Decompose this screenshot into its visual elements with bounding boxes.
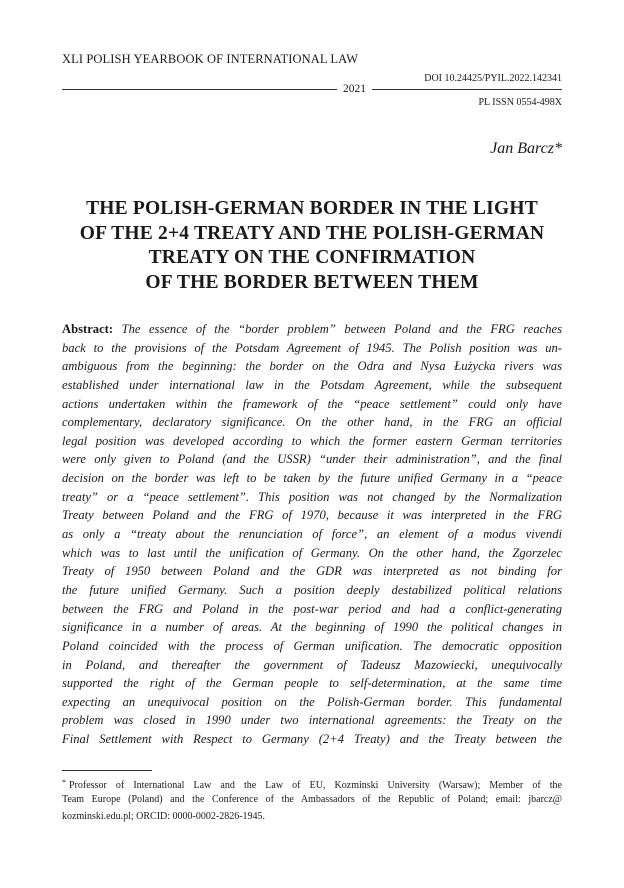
abstract-line: supported the right of the German people to self-determination, at the same time — [62, 676, 562, 691]
footnote-rule — [62, 770, 152, 771]
year-rule — [62, 83, 562, 95]
footnote-line — [62, 774, 562, 791]
abstract-line — [62, 320, 562, 339]
header-rule-right — [372, 89, 562, 90]
abstract-line: established under international law in the Potsdam Agreement, while the subsequent — [62, 377, 562, 392]
abstract-line: decision on the border was left to be taken by the future unified Germany in a “peace — [62, 471, 562, 486]
abstract-line: significance in a number of areas. At the beginning of 1990 the political changes in — [62, 620, 562, 635]
abstract-line: complementary, declaratory significance. On the other hand, in the FRG an official — [62, 415, 562, 430]
journal-title: XLI POLISH YEARBOOK OF INTERNATIONAL LAW — [62, 52, 359, 66]
title-line: THE POLISH-GERMAN BORDER IN THE LIGHT — [86, 198, 538, 219]
footnote-marker: * — [62, 778, 66, 787]
abstract-line: in Poland, and thereafter the government of Tadeusz Mazowiecki, unequivocally — [62, 657, 562, 672]
article-title — [62, 197, 562, 295]
abstract — [62, 320, 562, 749]
abstract-line: Treaty of 1950 between Poland and the GDR was interpreted as not binding for — [62, 564, 562, 579]
abstract-line: as only a “treaty about the renunciation of force”, an element of a modus vivendi — [62, 527, 562, 542]
abstract-line: Poland coincided with the process of German unification. The democratic opposition — [62, 638, 562, 653]
abstract-line: were only given to Poland (and the USSR) “under their administration”, and the final — [62, 452, 562, 467]
issn: PL ISSN 0554-498X — [478, 97, 562, 108]
abstract-first-line: The essence of the “border problem” between Poland and the FRG reaches — [121, 322, 562, 336]
abstract-line: legal position was developed according to which the former eastern German territories — [62, 433, 562, 448]
footnote-line: kozminski.edu.pl; ORCID: 0000-0002-2826-1945. — [62, 811, 266, 822]
abstract-line: actions undertaken within the framework of the “peace settlement” could only have — [62, 396, 562, 411]
header-rule-left — [62, 89, 337, 90]
abstract-line: treaty” or a “peace settlement”. This position was not changed by the Normalization — [62, 489, 562, 504]
abstract-line: ambiguous from the beginning: the border on the Odra and Nysa Łużycka rivers was — [62, 359, 562, 374]
year: 2021 — [343, 83, 366, 95]
footnote-first-line: Professor of International Law and the Law of EU, Kozminski University (Warsaw); Member of the — [69, 780, 562, 791]
author-name: Jan Barcz* — [490, 140, 562, 157]
footnote — [62, 774, 562, 825]
abstract-line: Treaty between Poland and the FRG of 1970, because it was interpreted in the FRG — [62, 508, 562, 523]
abstract-line: the future unified Germany. Such a position deeply destabilized political relations — [62, 582, 562, 597]
abstract-label: Abstract: — [62, 322, 114, 336]
title-line: OF THE BORDER BETWEEN THEM — [145, 271, 479, 293]
abstract-line: between the FRG and Poland in the post-war period and had a conflict-generating — [62, 601, 562, 616]
abstract-line: Final Settlement with Respect to Germany (2+4 Treaty) and the Treaty between the — [62, 732, 562, 747]
abstract-line: which was to last until the unification of Germany. On the other hand, the Zgorzelec — [62, 545, 562, 560]
doi: DOI 10.24425/PYIL.2022.142341 — [424, 73, 562, 84]
abstract-line: back to the provisions of the Potsdam Agreement of 1945. The Polish position was un- — [62, 340, 562, 355]
footnote-line: Team Europe (Poland) and the Conference of the Ambassadors of the Republic of Poland; email: jbarcz@ — [62, 794, 562, 805]
title-line: TREATY ON THE CONFIRMATION — [148, 247, 476, 268]
abstract-line: problem was closed in 1990 under two international agreements: the Treaty on the — [62, 713, 562, 728]
abstract-line: expecting an unequivocal position on the Polish-German border. This fundamental — [62, 694, 562, 709]
title-line: OF THE 2+4 TREATY AND THE POLISH-GERMAN — [79, 222, 545, 244]
